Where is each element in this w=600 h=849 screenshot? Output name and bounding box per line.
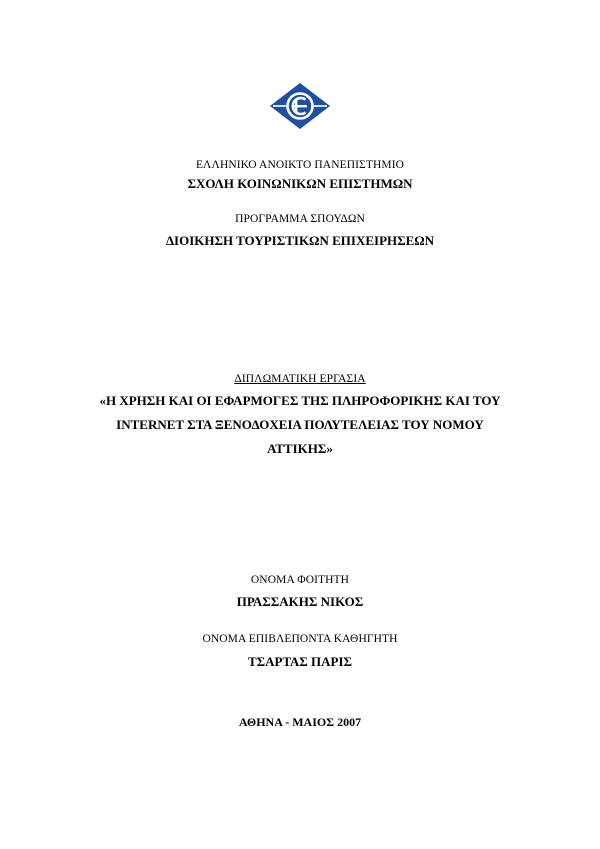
thesis-title-line-1: «Η ΧΡΗΣΗ ΚΑΙ ΟΙ ΕΦΑΡΜΟΓΕΣ ΤΗΣ ΠΛΗΡΟΦΟΡΙΚΗΣ ΚΑΙ ΤΟΥ (99, 393, 501, 408)
student-label: ΟΝΟΜΑ ΦΟΙΤΗΤΗ (250, 574, 350, 586)
program-name: ΔΙΟΙΚΗΣΗ ΤΟΥΡΙΣΤΙΚΩΝ ΕΠΙΧΕΙΡΗΣΕΩΝ (165, 233, 435, 248)
program-label: ΠΡΟΓΡΑΜΜΑ ΣΠΟΥΔΩΝ (235, 213, 365, 225)
supervisor-label: ΟΝΟΜΑ ΕΠΙΒΛΕΠΟΝΤΑ ΚΑΘΗΓΗΤΗ (202, 633, 398, 645)
supervisor-name: ΤΣΑΡΤΑΣ ΠΑΡΙΣ (247, 654, 353, 669)
thesis-title-line-3: ΑΤΤΙΚΗΣ» (267, 441, 333, 456)
school-name: ΣΧΟΛΗ ΚΟΙΝΩΝΙΚΩΝ ΕΠΙΣΤΗΜΩΝ (187, 176, 413, 191)
thesis-label: ΔΙΠΛΩΜΑΤΙΚΗ ΕΡΓΑΣΙΑ (234, 373, 366, 385)
place-date: ΑΘΗΝΑ - ΜΑΙΟΣ 2007 (238, 715, 362, 729)
university-name: ΕΛΛΗΝΙΚΟ ΑΝΟΙΚΤΟ ΠΑΝΕΠΙΣΤΗΜΙΟ (195, 159, 405, 171)
thesis-title-line-2: INTERNET ΣΤΑ ΞΕΝΟΔΟΧΕΙΑ ΠΟΛΥΤΕΛΕΙΑΣ ΤΟΥ ΝΟΜΟΥ (116, 417, 484, 432)
university-logo-icon (269, 82, 331, 130)
student-name: ΠΡΑΣΣΑΚΗΣ ΝΙΚΟΣ (236, 594, 364, 609)
